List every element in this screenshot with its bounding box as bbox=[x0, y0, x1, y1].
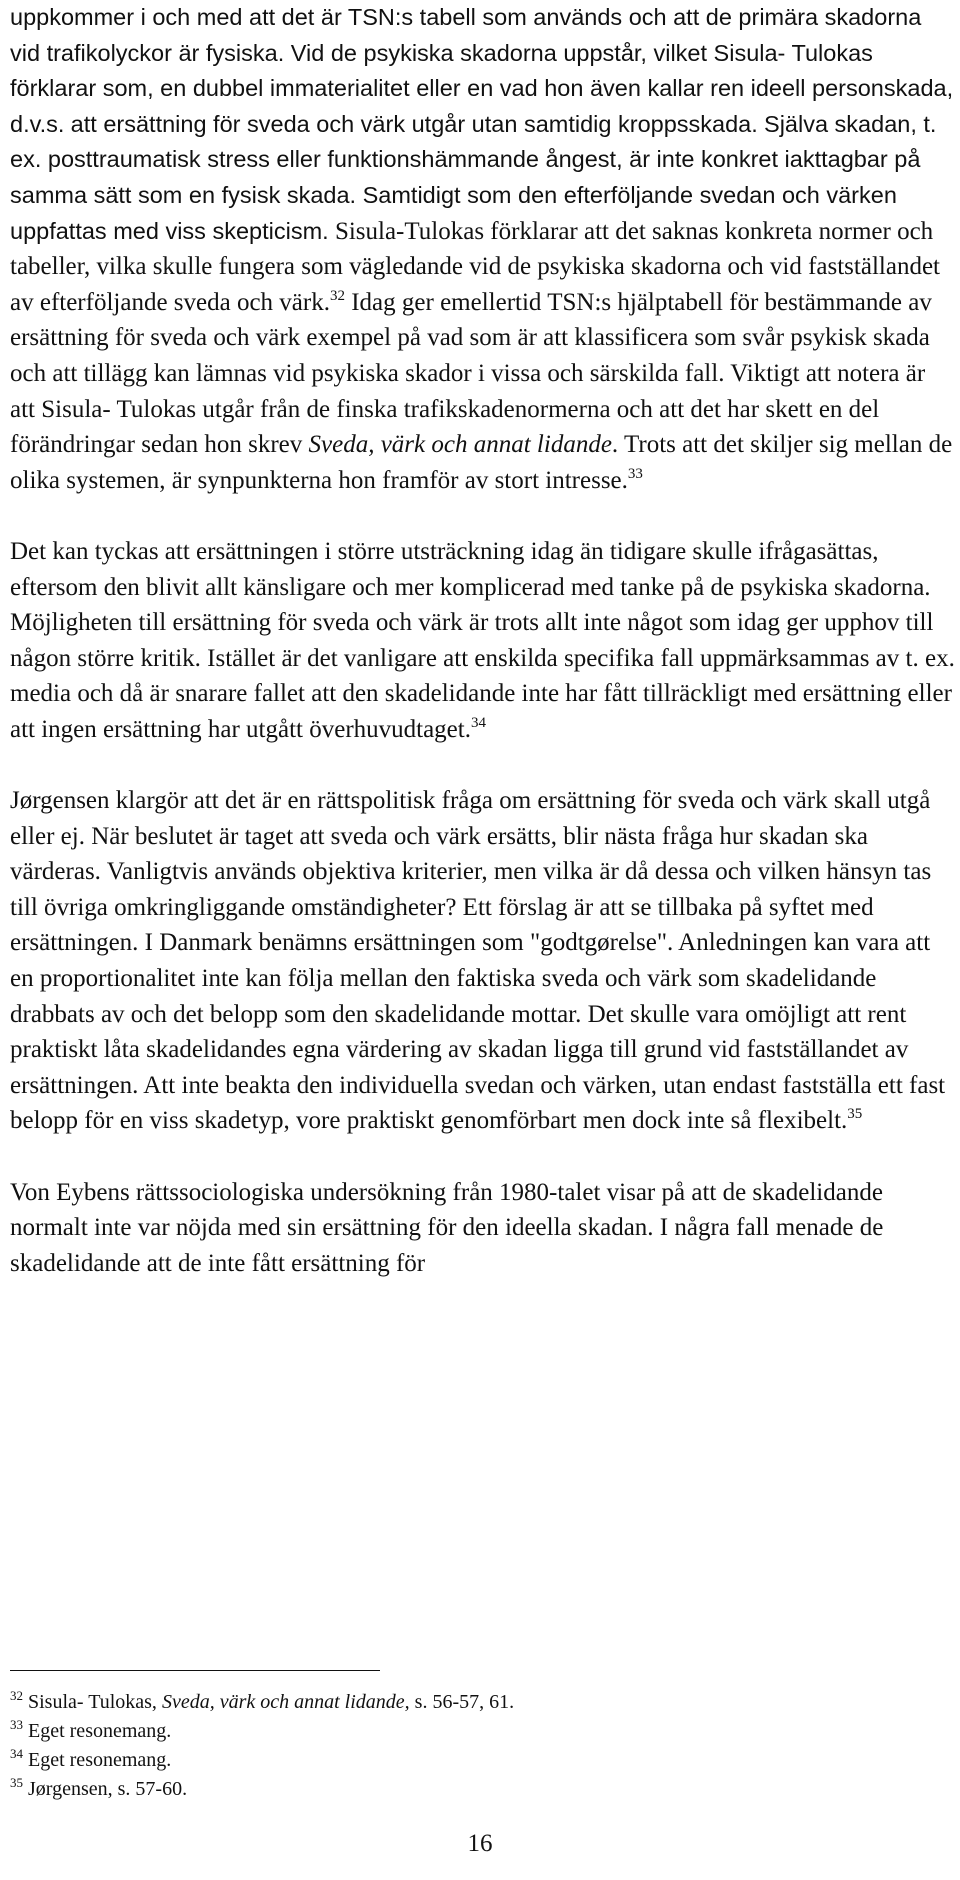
paragraph-1-sans-text-2: Själva skadan, t. ex. posttraumatisk stress eller funktionshämmande ångest, är inte konkret iakttagbar på samma sätt som en fysisk skada. Samtidigt som den efterföljande svedan och värken uppfattas med viss skepticism. bbox=[10, 110, 937, 244]
paragraph-1-serif-text-3: . Trots att det skiljer sig mellan de olika systemen, är synpunkterna hon framför av stort intresse. bbox=[10, 431, 953, 494]
footnote-text: Jørgensen, s. 57-60. bbox=[23, 1778, 188, 1800]
paragraph-3-text: Jørgensen klargör att det är en rättspolitisk fråga om ersättning för sveda och värk skall utgå eller ej. När beslutet är taget att sveda och värk ersätts, blir nästa fråga hur skadan ska värderas. Vanligtvis används objektiva kriterier, men vilka är då dessa och vilken hänsyn tas till övriga omkringliggande omständigheter? Ett förslag är att se tillbaka på syftet med ersättningen. I Danmark benämns ersättningen som "godtgørelse". Anledningen kan vara att en proportionalitet inte kan följa mellan den faktiska sveda och värk som skadelidande drabbats av och det belopp som den skadelidande mottar. Det skulle vara omöjligt att rent praktiskt låta skadelidandes egna värdering av skadan ligga till grund vid fastställandet av ersättningen. Att inte beakta den individuella svedan och värken, utan endast fastställa ett fast belopp för en viss skadetyp, vore praktiskt genomförbart men dock inte så flexibelt. bbox=[10, 787, 946, 1135]
paragraph-2-text: Det kan tyckas att ersättningen i större utsträckning idag än tidigare skulle ifrågasättas, eftersom den blivit allt känsligare och mer komplicerad med tanke på de psykiska skadorna. Möjligheten till ersättning för sveda och värk är trots allt inte något som idag ger upphov till någon större kritik. Istället är det vanligare att enskilda specifika fall uppmärksammas av t. ex. media och då är snarare fallet att den skadelidande inte har fått tillräckligt med ersättning eller att ingen ersättning har utgått överhuvudtaget. bbox=[10, 537, 955, 743]
paragraph-3 bbox=[10, 783, 955, 1139]
footnote-text: Eget resonemang. bbox=[23, 1720, 172, 1742]
footnote-italic-title: Sveda, värk och annat lidande, bbox=[161, 1691, 410, 1713]
footnote bbox=[10, 1775, 910, 1804]
paragraph-4-text: Von Eybens rättssociologiska undersökning från 1980-talet visar på att de skadelidande normalt inte var nöjda med sin ersättning för den ideella skadan. I några fall menade de skadelidande att de inte fått ersättning för bbox=[10, 1178, 884, 1277]
footnote-number: 34 bbox=[10, 1746, 23, 1761]
footnote-ref-33[interactable]: 33 bbox=[627, 465, 643, 482]
page-number: 16 bbox=[467, 1830, 493, 1857]
footnote-number: 35 bbox=[10, 1775, 23, 1790]
paragraph-2 bbox=[10, 534, 955, 748]
footnote-ref-34[interactable]: 34 bbox=[470, 714, 486, 731]
footnote-ref-32[interactable]: 32 bbox=[329, 287, 345, 304]
paragraph-1-sans-bold-text: att ersättning för sveda och värk utgår utan samtidig kroppsskada. bbox=[70, 110, 758, 137]
paragraph-1 bbox=[10, 0, 955, 498]
footnote-number: 33 bbox=[10, 1717, 23, 1732]
footnote bbox=[10, 1688, 910, 1717]
footnote bbox=[10, 1717, 910, 1746]
footnote-text: Sisula- Tulokas, bbox=[23, 1691, 162, 1713]
footnote-ref-35[interactable]: 35 bbox=[847, 1106, 863, 1123]
book-title: Sveda, värk och annat lidande bbox=[308, 431, 612, 459]
footnote bbox=[10, 1746, 910, 1775]
paragraph-1-sans-text: uppkommer i och med att det är TSN:s tabell som används och att de primära skadorna vid trafikolyckor är fysiska. Vid de psykiska skadorna uppstår, vilket Sisula- Tulokas förklarar som, en dubbel immaterialitet eller en vad hon även kallar ren ideell personskada, d.v.s. bbox=[10, 4, 954, 137]
paragraph-4 bbox=[10, 1175, 955, 1282]
main-text bbox=[10, 0, 955, 1281]
footnotes bbox=[10, 1688, 910, 1804]
footnote-divider bbox=[10, 1670, 380, 1671]
footnote-text-after: s. 56-57, 61. bbox=[409, 1691, 515, 1713]
footnote-number: 32 bbox=[10, 1688, 23, 1703]
paragraph-1-serif-text-2: Idag ger emellertid TSN:s hjälptabell för bestämmande av ersättning för sveda och värk exempel på vad som är att klassificera som svår psykisk skada och att tillägg kan lämnas vid psykiska skador i vissa och särskilda fall. Viktigt att notera är att Sisula- Tulokas utgår från de finska trafikskadenormerna och att det har skett en del förändringar sedan hon skrev bbox=[10, 288, 932, 459]
footnote-text: Eget resonemang. bbox=[23, 1749, 172, 1771]
paragraph-1-serif-text: Sisula-Tulokas förklarar att det saknas konkreta normer och tabeller, vilka skulle fungera som vägledande vid de psykiska skadorna och vid fastställandet av efterföljande sveda och värk. bbox=[10, 217, 940, 316]
